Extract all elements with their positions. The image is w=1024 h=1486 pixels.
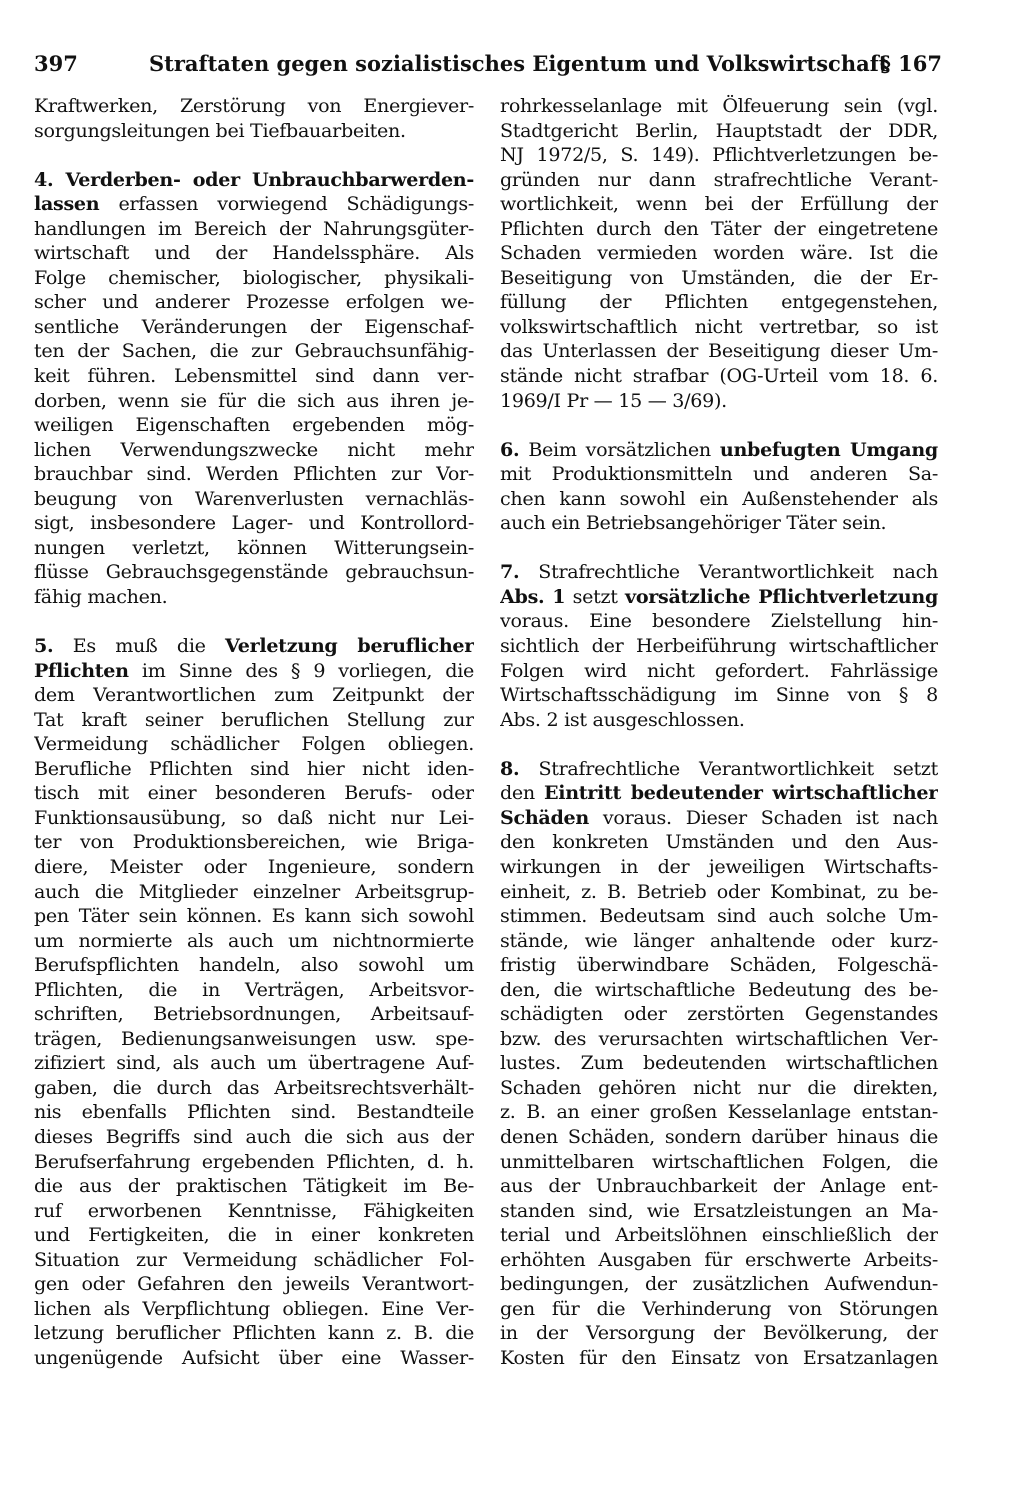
text-line: ter von Produktionsbereichen, wie Briga- — [34, 830, 474, 854]
text-line: nis ebenfalls Pflichten sind. Bestandteile — [34, 1100, 474, 1124]
text-line: fähig machen. — [34, 584, 168, 608]
text-line: unmittelbaren wirtschaftlichen Folgen, die — [500, 1149, 938, 1173]
text-line: Pflichten durch den Täter der eingetretene — [500, 216, 938, 240]
page-number: 397 — [34, 51, 78, 76]
text-line: und Fertigkeiten, die in einer konkreten — [34, 1223, 474, 1247]
text-line: auch ein Betriebsangehöriger Täter sein. — [500, 511, 887, 535]
text-line: bzw. des verursachten wirtschaftlichen Ver- — [500, 1026, 938, 1050]
section-marker: § 167 — [879, 51, 942, 76]
text-line: ruf erworbenen Kenntnisse, Fähigkeiten — [34, 1198, 474, 1222]
text-line: Berufspflichten handeln, also sowohl um — [34, 953, 474, 977]
text-line: ungenügende Aufsicht über eine Wasser- — [34, 1345, 474, 1369]
text-line: Schaden gehören nicht nur die direkten, — [500, 1075, 938, 1099]
text-line: lichen als Verpflichtung obliegen. Eine Ver- — [34, 1296, 474, 1320]
text-line: 5. Es muß die Verletzung beruflicher — [34, 634, 474, 658]
text-line: gen für die Verhinderung von Störungen — [500, 1296, 938, 1320]
text-line: den, die wirtschaftliche Bedeutung des be- — [500, 977, 938, 1001]
text-line: schädigten oder zerstörten Gegenstandes — [500, 1002, 938, 1026]
text-line: die aus der praktischen Tätigkeit im Be- — [34, 1174, 474, 1198]
text-line: Schaden vermieden worden wäre. Ist die — [500, 241, 938, 265]
text-line: Stadtgericht Berlin, Hauptstadt der DDR, — [500, 118, 938, 142]
running-title: Straftaten gegen sozialistisches Eigentum und Volkswirtschaft — [149, 51, 889, 76]
text-line: 7. Strafrechtliche Verantwortlichkeit nach — [500, 560, 938, 584]
text-line: den Eintritt bedeutender wirtschaftlicher — [500, 781, 938, 805]
paragraph-gap — [500, 536, 938, 561]
text-line: gen oder Gefahren den jeweils Verantwort- — [34, 1272, 474, 1296]
right-text-column — [500, 94, 938, 1370]
text-line: 1969/I Pr — 15 — 3/69). — [500, 388, 727, 412]
text-line: keit führen. Lebensmittel sind dann ver- — [34, 364, 474, 388]
text-line: stände, wie länger anhaltende oder kurz- — [500, 928, 938, 952]
text-line: das Unterlassen der Beseitigung dieser Um- — [500, 339, 938, 363]
text-line: Beseitigung von Umständen, die der Er- — [500, 265, 938, 289]
text-line: 4. Verderben- oder Unbrauchbarwerden- — [34, 167, 474, 191]
text-line: Tat kraft seiner beruflichen Stellung zur — [34, 707, 474, 731]
paragraph-gap — [500, 732, 938, 757]
text-line: brauchbar sind. Werden Pflichten zur Vor- — [34, 462, 474, 486]
text-line: mit Produktionsmitteln und anderen Sa- — [500, 462, 938, 486]
text-line: sigt, insbesondere Lager- und Kontrollord- — [34, 511, 474, 535]
text-line: NJ 1972/5, S. 149). Pflichtverletzungen be- — [500, 143, 938, 167]
paragraph-gap — [34, 143, 474, 168]
text-line: nungen verletzt, können Witterungsein- — [34, 535, 474, 559]
text-line: dieses Begriffs sind auch die sich aus der — [34, 1124, 474, 1148]
text-line: Wirtschaftsschädigung im Sinne von § 8 — [500, 683, 938, 707]
text-line: terial und Arbeitslöhnen einschließlich der — [500, 1223, 938, 1247]
text-line: wortlichkeit, wenn bei der Erfüllung der — [500, 192, 938, 216]
text-line: Kraftwerken, Zerstörung von Energiever- — [34, 94, 474, 117]
text-line: flüsse Gebrauchsgegenstände gebrauchsun- — [34, 560, 474, 584]
text-line: 8. Strafrechtliche Verantwortlichkeit setzt — [500, 756, 938, 780]
text-line: schriften, Betriebsordnungen, Arbeitsauf- — [34, 1002, 474, 1026]
text-line: Kosten für den Einsatz von Ersatzanlagen — [500, 1345, 938, 1369]
text-line: stände nicht strafbar (OG-Urteil vom 18. 6. — [500, 364, 938, 388]
text-line: diere, Meister oder Ingenieure, sondern — [34, 854, 474, 878]
text-line: lichen Verwendungszwecke nicht mehr — [34, 437, 474, 461]
text-line: 6. Beim vorsätzlichen unbefugten Umgang — [500, 437, 938, 461]
text-line: pen Täter sein können. Es kann sich sowohl — [34, 904, 474, 928]
text-line: um normierte als auch um nichtnormierte — [34, 928, 474, 952]
text-line: sorgungsleitungen bei Tiefbauarbeiten. — [34, 118, 406, 142]
text-line: sentliche Veränderungen der Eigenschaf- — [34, 314, 474, 338]
text-line: voraus. Eine besondere Zielstellung hin- — [500, 609, 938, 633]
text-line: Berufserfahrung ergebenden Pflichten, d. h. — [34, 1149, 474, 1173]
text-line: erhöhten Ausgaben für erschwerte Arbeits- — [500, 1247, 938, 1271]
text-line: bedingungen, der zusätzlichen Aufwendun- — [500, 1272, 938, 1296]
text-line: scher und anderer Prozesse erfolgen we- — [34, 290, 474, 314]
paragraph-gap — [500, 413, 938, 438]
text-line: weiligen Eigenschaften ergebenden mög- — [34, 413, 474, 437]
text-line: lassen erfassen vorwiegend Schädigungs- — [34, 192, 474, 216]
text-line: chen kann sowohl ein Außenstehender als — [500, 486, 938, 510]
text-line: wirkungen in der jeweiligen Wirtschafts- — [500, 854, 938, 878]
text-line: trägen, Bedienungsanweisungen usw. spe- — [34, 1026, 474, 1050]
text-line: wirtschaft und der Handelssphäre. Als — [34, 241, 474, 265]
text-line: standen sind, wie Ersatzleistungen an Ma- — [500, 1198, 938, 1222]
paragraph-gap — [34, 609, 474, 634]
text-line: beugung von Warenverlusten vernachläs- — [34, 486, 474, 510]
text-line: gründen nur dann strafrechtliche Verant- — [500, 167, 938, 191]
text-line: tisch mit einer besonderen Berufs- oder — [34, 781, 474, 805]
text-line: in der Versorgung der Bevölkerung, der — [500, 1321, 938, 1345]
text-line: letzung beruflicher Pflichten kann z. B. die — [34, 1321, 474, 1345]
text-line: Schäden voraus. Dieser Schaden ist nach — [500, 805, 938, 829]
text-line: Situation zur Vermeidung schädlicher Fol- — [34, 1247, 474, 1271]
text-line: Funktionsausübung, so daß nicht nur Lei- — [34, 805, 474, 829]
text-line: Folge chemischer, biologischer, physikali- — [34, 265, 474, 289]
text-line: Vermeidung schädlicher Folgen obliegen. — [34, 732, 474, 756]
text-line: Berufliche Pflichten sind hier nicht iden- — [34, 756, 474, 780]
text-line: sichtlich der Herbeiführung wirtschaftlicher — [500, 634, 938, 658]
text-line: auch die Mitglieder einzelner Arbeitsgrup- — [34, 879, 474, 903]
text-line: handlungen im Bereich der Nahrungsgüter- — [34, 216, 474, 240]
text-line: füllung der Pflichten entgegenstehen, — [500, 290, 938, 314]
text-line: ten der Sachen, die zur Gebrauchsunfähig- — [34, 339, 474, 363]
text-line: rohrkesselanlage mit Ölfeuerung sein (vgl. — [500, 94, 938, 117]
left-text-column — [34, 94, 474, 1370]
text-line: dem Verantwortlichen zum Zeitpunkt der — [34, 683, 474, 707]
text-line: dorben, wenn sie für die sich aus ihren je- — [34, 388, 474, 412]
text-line: denen Schäden, sondern darüber hinaus die — [500, 1124, 938, 1148]
text-line: Abs. 1 setzt vorsätzliche Pflichtverletzung — [500, 584, 938, 608]
text-line: volkswirtschaftlich nicht vertretbar, so ist — [500, 314, 938, 338]
text-line: zifiziert sind, als auch um übertragene Auf- — [34, 1051, 474, 1075]
text-line: z. B. an einer großen Kesselanlage entstan- — [500, 1100, 938, 1124]
text-line: fristig überwindbare Schäden, Folgeschä- — [500, 953, 938, 977]
text-line: Folgen wird nicht gefordert. Fahrlässige — [500, 658, 938, 682]
page-header — [34, 46, 942, 82]
text-line: Abs. 2 ist ausgeschlossen. — [500, 707, 745, 731]
text-line: Pflichten, die in Verträgen, Arbeitsvor- — [34, 977, 474, 1001]
text-line: lustes. Zum bedeutenden wirtschaftlichen — [500, 1051, 938, 1075]
text-line: aus der Unbrauchbarkeit der Anlage ent- — [500, 1174, 938, 1198]
text-line: stimmen. Bedeutsam sind auch solche Um- — [500, 904, 938, 928]
text-line: gaben, die durch das Arbeitsrechtsverhält- — [34, 1075, 474, 1099]
text-line: den konkreten Umständen und den Aus- — [500, 830, 938, 854]
text-line: Pflichten im Sinne des § 9 vorliegen, die — [34, 658, 474, 682]
text-line: einheit, z. B. Betrieb oder Kombinat, zu be- — [500, 879, 938, 903]
